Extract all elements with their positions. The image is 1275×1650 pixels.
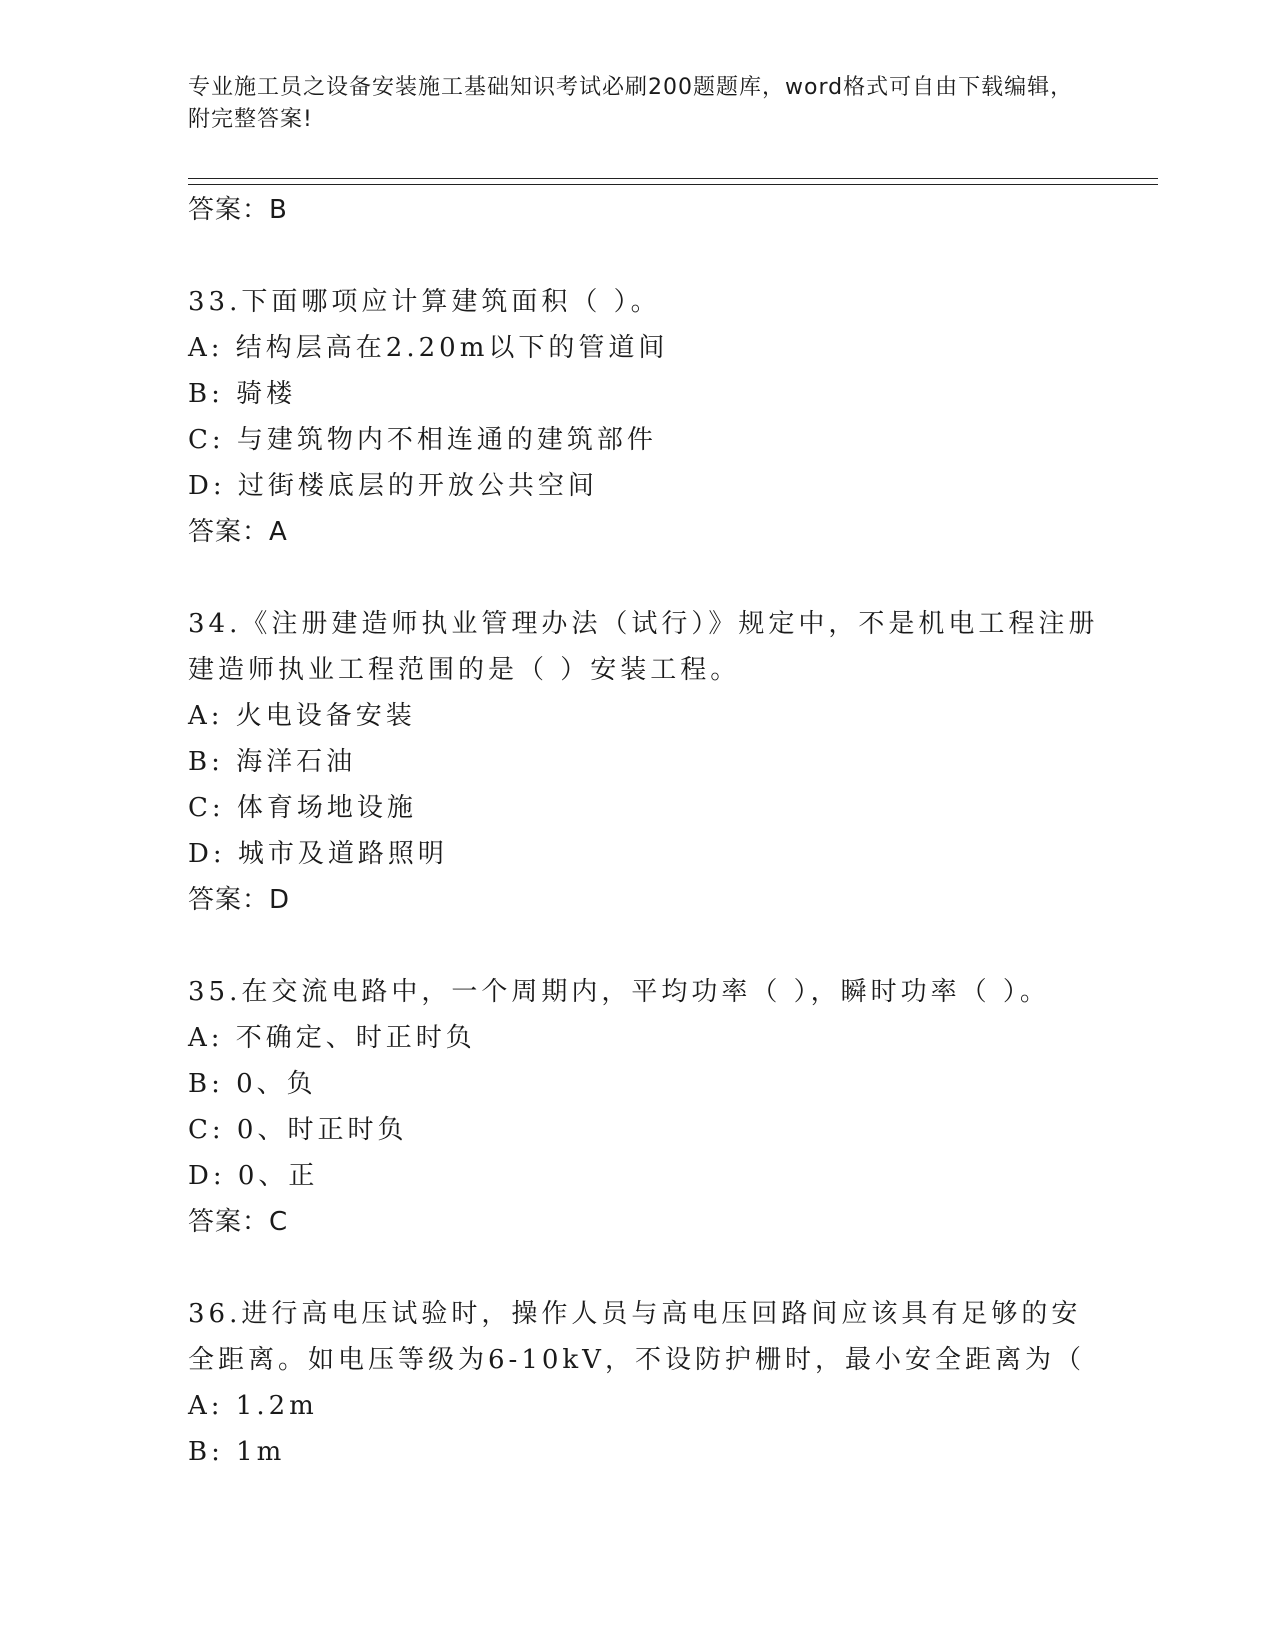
option-d: D: 0、正 xyxy=(188,1161,319,1191)
option-b: B: 1m xyxy=(188,1437,286,1467)
question-35 xyxy=(188,969,1108,1245)
option-b: B: 海洋石油 xyxy=(188,747,357,777)
question-34 xyxy=(188,601,1108,923)
option-b: B: 0、负 xyxy=(188,1069,317,1099)
document-header: 专业施工员之设备安装施工基础知识考试必刷200题题库，word格式可自由下载编辑，附完整答案! xyxy=(188,75,1074,132)
option-b: B: 骑楼 xyxy=(188,379,297,409)
answer-line: 答案：C xyxy=(188,1207,289,1237)
answer-line: 答案：A xyxy=(188,517,288,547)
option-a: A: 不确定、时正时负 xyxy=(188,1023,476,1053)
question-stem: 35.在交流电路中，一个周期内，平均功率（ ），瞬时功率（ ）。 xyxy=(188,977,1050,1007)
option-c: C: 与建筑物内不相连通的建筑部件 xyxy=(188,425,657,455)
option-d: D: 过街楼底层的开放公共空间 xyxy=(188,471,598,501)
question-stem: 36.进行高电压试验时，操作人员与高电压回路间应该具有足够的安全距离。如电压等级为6-10kV，不设防护栅时，最小安全距离为（ xyxy=(188,1299,1085,1375)
option-c: C: 体育场地设施 xyxy=(188,793,417,823)
option-d: D: 城市及道路照明 xyxy=(188,839,448,869)
header-rule-top xyxy=(188,178,1158,179)
option-a: A: 结构层高在2.20m以下的管道间 xyxy=(188,333,669,363)
option-a: A: 1.2m xyxy=(188,1391,318,1421)
question-list xyxy=(188,187,1108,1475)
question-33 xyxy=(188,279,1108,555)
answer-line: 答案：D xyxy=(188,885,291,915)
question-36 xyxy=(188,1291,1108,1475)
option-a: A: 火电设备安装 xyxy=(188,701,416,731)
question-stem: 34.《注册建造师执业管理办法（试行）》规定中，不是机电工程注册建造师执业工程范围的是（ ）安装工程。 xyxy=(188,609,1099,685)
option-c: C: 0、时正时负 xyxy=(188,1115,408,1145)
question-stem: 33.下面哪项应计算建筑面积（ ）。 xyxy=(188,287,661,317)
header-rule-bottom xyxy=(188,184,1158,185)
answer-line: 答案：B xyxy=(188,195,288,225)
